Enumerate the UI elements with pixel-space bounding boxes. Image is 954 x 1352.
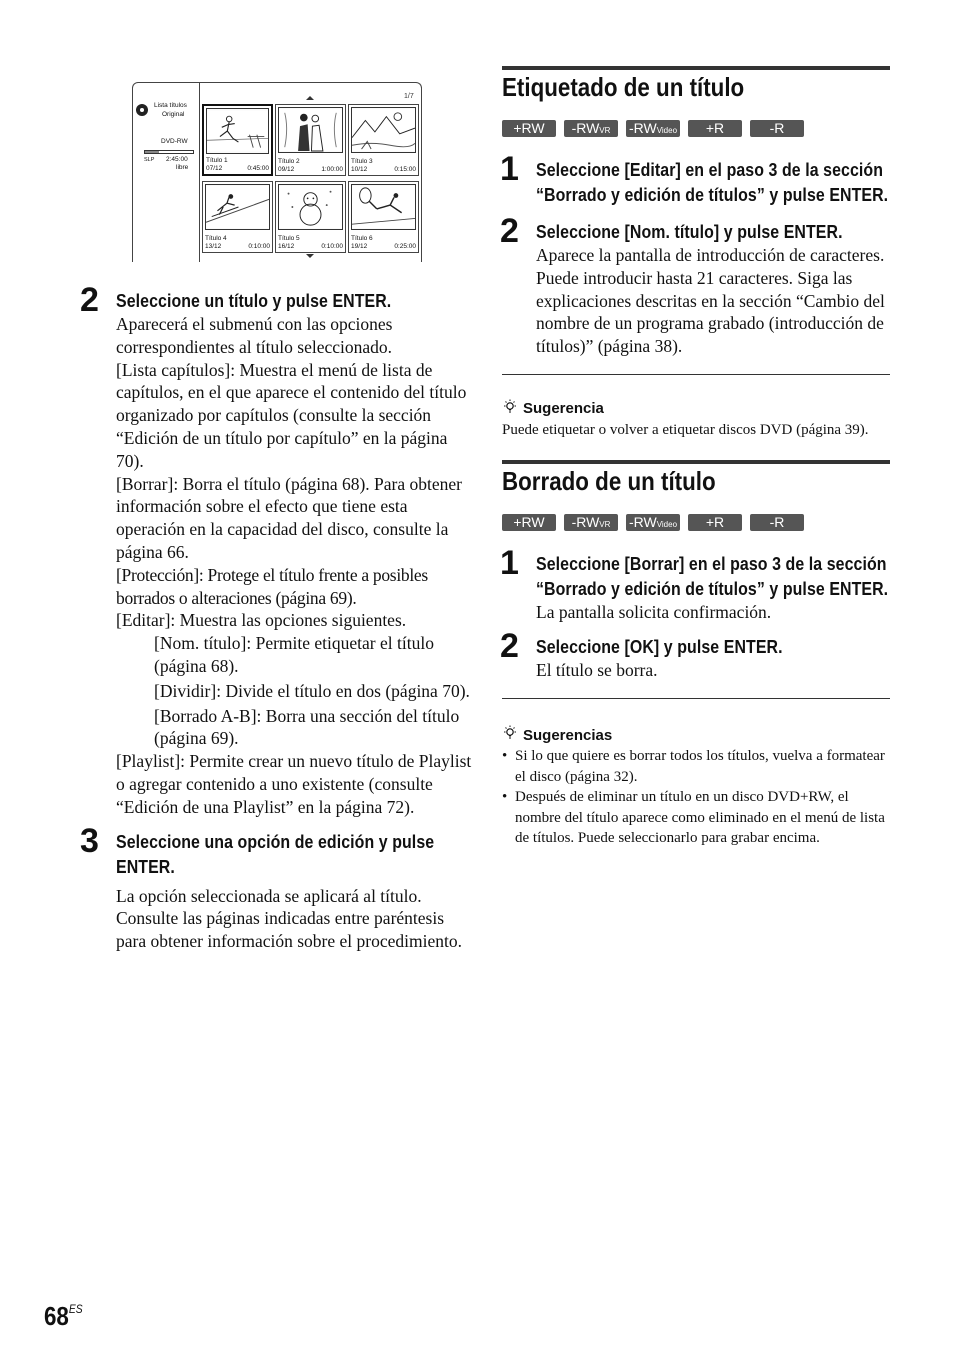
- plus-r-badge: +R: [688, 514, 742, 531]
- thumb-duration: 0:10:00: [248, 243, 270, 250]
- badge-sub: VR: [599, 520, 611, 530]
- thumb-title: Título 4: [205, 235, 227, 242]
- thumb-title: Título 6: [351, 235, 373, 242]
- list-item: • Después de eliminar un título en un disco DVD+RW, el nombre del título aparece como eliminado en el menú de lista de títulos. Puede seleccionarlo para grabar encima.: [502, 787, 890, 849]
- title-thumbnail[interactable]: [275, 104, 346, 176]
- language-code: ES: [68, 1302, 83, 1316]
- thumb-title: Título 3: [351, 158, 373, 165]
- minus-r-badge: -R: [750, 514, 804, 531]
- lightbulb-icon: [502, 725, 518, 746]
- free-label: libre: [176, 164, 189, 171]
- title-list-screen-illustration: [132, 82, 422, 262]
- badge-sub: Video: [656, 126, 678, 135]
- disc-type: DVD-RW: [161, 138, 188, 145]
- step-number: 3: [80, 821, 99, 860]
- tips-list: [502, 746, 890, 849]
- step-heading: Seleccione una opción de edición y pulse ENTER.: [116, 830, 435, 877]
- title-thumbnail[interactable]: [348, 104, 419, 176]
- tip-body: Puede etiquetar o volver a etiquetar discos DVD (página 39).: [502, 421, 869, 438]
- minus-rw-video-badge: [626, 514, 680, 531]
- section-rule: [502, 66, 890, 70]
- title-thumbnail[interactable]: [348, 181, 419, 253]
- step-paragraph: La opción seleccionada se aplicará al título. Consulte las páginas indicadas entre paréntesis para obtener información sobre el procedimiento.: [116, 885, 462, 952]
- step-number: 2: [80, 281, 99, 319]
- section-title: Borrado de un título: [502, 466, 716, 497]
- divider: [502, 698, 890, 699]
- free-time: 2:45:00: [166, 156, 188, 163]
- thumb-date: 19/12: [351, 243, 368, 250]
- couple-thumbnail-image: [278, 107, 343, 153]
- thumb-date: 10/12: [351, 166, 368, 173]
- scroll-down-icon[interactable]: [306, 254, 314, 258]
- thumb-date: 13/12: [205, 243, 222, 250]
- thumb-duration: 0:25:00: [394, 243, 416, 250]
- step-heading: Seleccione [Borrar] en el paso 3 de la sección “Borrado y edición de títulos” y pulse ENTER.: [536, 553, 889, 600]
- thumb-date: 09/12: [278, 166, 295, 173]
- step-paragraph: Aparecerá el submenú con las opciones correspondientes al título seleccionado.: [116, 314, 393, 357]
- thumb-title: Título 2: [278, 158, 300, 165]
- left-column: [80, 281, 472, 953]
- disc-icon: [136, 104, 148, 116]
- plus-rw-badge: +RW: [502, 120, 556, 137]
- minus-rw-video-badge: [626, 120, 680, 137]
- step-number: 2: [500, 627, 519, 666]
- label-step-1: [500, 150, 890, 207]
- divider: [502, 374, 890, 375]
- step-paragraph: Aparece la pantalla de introducción de caracteres. Puede introducir hasta 21 caracteres. Siga las explicaciones descritas en la sección “Cambio del nombre de un programa grabado (introducción de títulos)” (página 38).: [536, 245, 885, 357]
- snowman-thumbnail-image: [278, 184, 343, 230]
- step-heading: Seleccione [Editar] en el paso 3 de la sección “Borrado y edición de títulos” y pulse ENTER.: [536, 159, 889, 205]
- record-mode: SLP: [144, 157, 155, 163]
- thumb-title: Título 1: [206, 157, 228, 164]
- thumb-title: Título 5: [278, 235, 300, 242]
- plus-r-badge: +R: [688, 120, 742, 137]
- tennis-thumbnail-image: [351, 184, 416, 230]
- sub-option: [Dividir]: Divide el título en dos (página 70).: [154, 680, 470, 701]
- badge-sub: Video: [656, 520, 678, 530]
- step-heading: Seleccione [Nom. título] y pulse ENTER.: [536, 221, 843, 242]
- thumb-date: 16/12: [278, 243, 295, 250]
- step-paragraph: [Lista capítulos]: Muestra el menú de lista de capítulos, en el que aparece el contenido del título organizado por capítulos (consulte la sección “Edición de un título por capítulo” en la página 70).: [116, 359, 467, 471]
- sub-option: [Borrado A-B]: Borra una sección del título (página 69).: [154, 705, 460, 749]
- step-2: [80, 281, 472, 819]
- minus-rw-vr-badge: [564, 120, 618, 137]
- lightbulb-icon: [502, 399, 518, 420]
- step-paragraph: El título se borra.: [536, 660, 658, 681]
- section-rule: [502, 460, 890, 464]
- step-number: 1: [500, 544, 519, 583]
- badge-label: -RW: [628, 514, 657, 531]
- thumb-duration: 1:00:00: [321, 166, 343, 173]
- step-paragraph: [Borrar]: Borra el título (página 68). Para obtener información sobre el efecto que tiene esta operación en la capacidad del disco, consulte la página 66.: [116, 473, 462, 562]
- tips-heading-label: Sugerencias: [523, 726, 613, 744]
- badge-label: -RW: [571, 514, 600, 531]
- title-thumbnail[interactable]: [275, 181, 346, 253]
- disc-badges: [502, 120, 890, 137]
- tip-heading-label: Sugerencia: [523, 400, 604, 418]
- disc-capacity-bar: [144, 150, 194, 154]
- step-paragraph: [Protección]: Protege el título frente a posibles borrados o alteraciones (página 69).: [116, 564, 428, 608]
- title-thumbnail[interactable]: [202, 181, 273, 253]
- sidebar-title: Lista títulos: [154, 102, 187, 109]
- right-column: [502, 66, 890, 849]
- scroll-up-icon[interactable]: [306, 96, 314, 100]
- page-number-value: 68: [44, 1301, 69, 1331]
- skier-thumbnail-image: [205, 184, 270, 230]
- section-title: Etiquetado de un título: [502, 72, 745, 102]
- badge-label: -RW: [628, 120, 657, 136]
- step-number: 1: [500, 150, 519, 188]
- landscape-thumbnail-image: [351, 107, 416, 153]
- plus-rw-badge: +RW: [502, 514, 556, 531]
- step-heading: Seleccione un título y pulse ENTER.: [116, 290, 392, 311]
- badge-sub: VR: [599, 126, 611, 135]
- step-paragraph: La pantalla solicita confirmación.: [536, 602, 772, 623]
- minus-rw-vr-badge: [564, 514, 618, 531]
- step-3: [80, 821, 472, 953]
- label-step-2: [500, 212, 890, 358]
- badge-label: -RW: [571, 120, 600, 136]
- thumb-duration: 0:45:00: [247, 165, 269, 172]
- tip-heading: [502, 399, 890, 420]
- thumb-duration: 0:15:00: [394, 166, 416, 173]
- step-number: 2: [500, 212, 519, 250]
- step-paragraph: [Editar]: Muestra las opciones siguientes.: [116, 610, 407, 631]
- runner-thumbnail-image: [206, 108, 269, 154]
- thumb-duration: 0:10:00: [321, 243, 343, 250]
- delete-step-2: [500, 627, 890, 682]
- minus-r-badge: -R: [750, 120, 804, 137]
- thumb-date: 07/12: [206, 165, 223, 172]
- thumbnail-grid: [202, 104, 418, 254]
- page-number: [44, 1294, 83, 1331]
- screen-sidebar: [132, 82, 200, 262]
- title-thumbnail[interactable]: [202, 104, 273, 176]
- page-indicator: 1/7: [404, 93, 414, 100]
- disc-badges: [502, 514, 890, 531]
- step-heading: Seleccione [OK] y pulse ENTER.: [536, 636, 783, 658]
- delete-step-1: [500, 544, 890, 624]
- tips-heading: [502, 725, 890, 746]
- sidebar-subtitle: Original: [162, 111, 185, 118]
- list-item: • Si lo que quiere es borrar todos los títulos, vuelva a formatear el disco (página 32).: [502, 746, 890, 787]
- step-paragraph: [Playlist]: Permite crear un nuevo título de Playlist o agregar contenido a uno existente (consulte “Edición de una Playlist” en la página 72).: [116, 751, 472, 817]
- sub-option: [Nom. título]: Permite etiquetar el título (página 68).: [154, 633, 434, 676]
